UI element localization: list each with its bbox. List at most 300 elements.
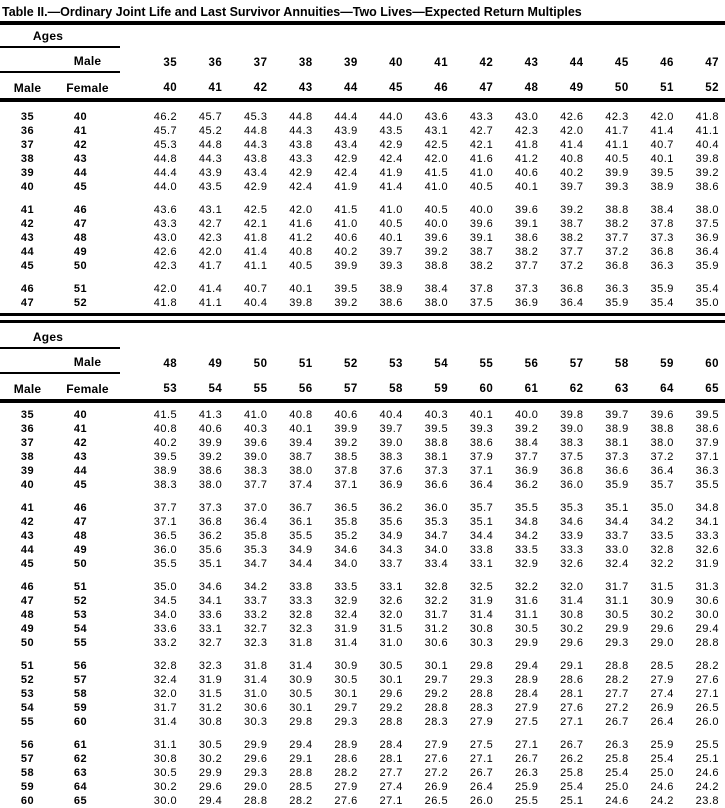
multiple-value-cell: 39.6 bbox=[244, 437, 268, 449]
multiple-value-cell: 41.4 bbox=[244, 246, 268, 258]
multiple-value-cell: 36.2 bbox=[379, 502, 403, 514]
female-age-cell: 63 bbox=[73, 767, 88, 779]
multiple-value-cell: 31.2 bbox=[198, 702, 223, 714]
multiple-value-cell: 42.4 bbox=[334, 167, 358, 179]
table-row bbox=[0, 701, 725, 715]
multiple-value-cell: 37.3 bbox=[605, 451, 629, 463]
multiple-value-cell: 32.4 bbox=[334, 609, 358, 621]
multiple-value-cell: 38.7 bbox=[469, 246, 494, 258]
multiple-value-cell: 34.5 bbox=[153, 595, 178, 607]
multiple-value-cell: 43.8 bbox=[244, 153, 268, 165]
multiple-value-cell: 39.0 bbox=[244, 451, 268, 463]
multiple-value-cell: 41.0 bbox=[334, 218, 358, 230]
multiple-value-cell: 36.7 bbox=[289, 502, 313, 514]
table-row bbox=[0, 715, 725, 729]
female-age-cell: 47 bbox=[73, 218, 88, 230]
multiple-value-cell: 38.3 bbox=[379, 451, 403, 463]
table-separator-double-rule bbox=[0, 313, 725, 323]
multiple-value-cell: 36.9 bbox=[514, 465, 539, 477]
multiple-value-cell: 29.6 bbox=[379, 688, 403, 700]
female-age-cell: 42 bbox=[73, 437, 88, 449]
multiple-value-cell: 39.8 bbox=[560, 409, 584, 421]
table-row bbox=[0, 752, 725, 766]
multiple-value-cell: 33.9 bbox=[560, 530, 584, 542]
multiple-value-cell: 35.5 bbox=[289, 530, 313, 542]
multiple-value-cell: 26.7 bbox=[469, 767, 494, 779]
column-labels-row bbox=[0, 374, 725, 399]
male-age-column-header: 58 bbox=[614, 358, 629, 370]
multiple-values bbox=[120, 622, 725, 636]
multiple-value-cell: 28.8 bbox=[244, 795, 268, 807]
multiple-value-cell: 32.0 bbox=[560, 581, 584, 593]
multiple-value-cell: 32.8 bbox=[289, 609, 313, 621]
multiple-value-cell: 36.8 bbox=[198, 516, 223, 528]
male-age-cell: 47 bbox=[20, 595, 35, 607]
multiple-value-cell: 29.7 bbox=[424, 674, 449, 686]
multiple-value-cell: 43.6 bbox=[424, 111, 449, 123]
multiple-value-cell: 36.9 bbox=[514, 297, 539, 309]
ages-label: Ages bbox=[32, 29, 64, 43]
multiple-value-cell: 31.6 bbox=[514, 595, 539, 607]
multiple-value-cell: 31.9 bbox=[198, 674, 223, 686]
multiple-value-cell: 33.5 bbox=[334, 581, 358, 593]
multiple-value-cell: 37.5 bbox=[469, 297, 494, 309]
multiple-value-cell: 26.4 bbox=[650, 716, 674, 728]
multiple-value-cell: 32.9 bbox=[334, 595, 358, 607]
multiple-value-cell: 42.9 bbox=[334, 153, 358, 165]
multiple-value-cell: 43.0 bbox=[153, 232, 178, 244]
multiple-value-cell: 28.8 bbox=[379, 716, 403, 728]
multiple-value-cell: 33.4 bbox=[424, 558, 449, 570]
multiple-value-cell: 28.9 bbox=[334, 739, 358, 751]
multiple-value-cell: 29.1 bbox=[560, 660, 584, 672]
female-age-cell: 50 bbox=[73, 260, 88, 272]
multiple-value-cell: 43.3 bbox=[469, 111, 494, 123]
multiple-value-cell: 31.2 bbox=[424, 623, 449, 635]
male-age-columns bbox=[120, 48, 725, 73]
ages-header-row bbox=[0, 326, 725, 349]
multiple-value-cell: 32.0 bbox=[379, 609, 403, 621]
male-column-header: Male bbox=[13, 382, 42, 396]
multiple-value-cell: 42.3 bbox=[198, 232, 223, 244]
multiple-value-cell: 36.9 bbox=[695, 232, 720, 244]
male-age-cell: 44 bbox=[20, 246, 35, 258]
multiple-value-cell: 25.5 bbox=[514, 795, 539, 807]
multiple-value-cell: 39.2 bbox=[560, 204, 584, 216]
multiple-value-cell: 42.7 bbox=[198, 218, 223, 230]
multiple-value-cell: 31.4 bbox=[469, 609, 494, 621]
female-age-column-header: 40 bbox=[163, 82, 178, 94]
multiple-value-cell: 29.8 bbox=[289, 716, 313, 728]
multiple-value-cell: 42.9 bbox=[244, 181, 268, 193]
multiple-value-cell: 34.9 bbox=[289, 544, 313, 556]
multiple-value-cell: 29.4 bbox=[198, 795, 223, 807]
multiple-value-cell: 41.5 bbox=[424, 167, 449, 179]
multiple-value-cell: 40.8 bbox=[153, 423, 178, 435]
male-age-cell: 36 bbox=[20, 125, 35, 137]
table-row bbox=[0, 738, 725, 752]
multiple-value-cell: 38.4 bbox=[514, 437, 539, 449]
multiple-value-cell: 37.2 bbox=[650, 451, 674, 463]
female-age-column-header: 47 bbox=[479, 82, 494, 94]
multiple-values bbox=[120, 794, 725, 808]
multiple-value-cell: 29.4 bbox=[289, 739, 313, 751]
male-age-column-header: 54 bbox=[434, 358, 449, 370]
multiple-value-cell: 42.9 bbox=[379, 139, 403, 151]
multiple-value-cell: 39.2 bbox=[514, 423, 539, 435]
table-row bbox=[0, 557, 725, 571]
female-age-cell: 48 bbox=[73, 232, 88, 244]
multiple-value-cell: 24.6 bbox=[605, 795, 629, 807]
multiple-value-cell: 41.4 bbox=[379, 181, 403, 193]
multiple-value-cell: 42.1 bbox=[244, 218, 268, 230]
multiple-value-cell: 33.0 bbox=[605, 544, 629, 556]
male-column-header: Male bbox=[13, 81, 42, 95]
multiple-value-cell: 38.1 bbox=[424, 451, 449, 463]
multiple-value-cell: 42.3 bbox=[153, 260, 178, 272]
table-row bbox=[0, 580, 725, 594]
multiple-value-cell: 38.9 bbox=[379, 283, 403, 295]
multiple-value-cell: 28.9 bbox=[514, 674, 539, 686]
multiple-value-cell: 42.0 bbox=[198, 246, 223, 258]
multiple-value-cell: 28.5 bbox=[650, 660, 674, 672]
multiple-values bbox=[120, 580, 725, 594]
multiple-value-cell: 44.0 bbox=[379, 111, 403, 123]
multiple-value-cell: 29.6 bbox=[650, 623, 674, 635]
multiple-value-cell: 32.2 bbox=[514, 581, 539, 593]
multiple-value-cell: 29.2 bbox=[379, 702, 403, 714]
multiple-value-cell: 28.3 bbox=[469, 702, 494, 714]
multiple-value-cell: 27.5 bbox=[514, 716, 539, 728]
multiple-value-cell: 38.6 bbox=[379, 297, 403, 309]
multiple-value-cell: 35.3 bbox=[244, 544, 268, 556]
multiple-value-cell: 37.3 bbox=[514, 283, 539, 295]
multiple-value-cell: 37.5 bbox=[695, 218, 720, 230]
ages-header-cell bbox=[0, 25, 120, 48]
multiple-value-cell: 44.4 bbox=[153, 167, 178, 179]
ages-header-row bbox=[0, 25, 725, 48]
multiple-values bbox=[120, 752, 725, 766]
column-labels-row bbox=[0, 73, 725, 98]
female-age-cell: 41 bbox=[73, 125, 88, 137]
multiple-value-cell: 28.2 bbox=[695, 660, 720, 672]
table-row bbox=[0, 673, 725, 687]
column-labels-cell bbox=[0, 73, 120, 98]
multiple-value-cell: 43.9 bbox=[198, 167, 223, 179]
multiple-value-cell: 39.2 bbox=[198, 451, 223, 463]
female-age-cell: 64 bbox=[73, 781, 88, 793]
multiple-value-cell: 40.4 bbox=[695, 139, 720, 151]
male-age-column-header: 37 bbox=[253, 57, 268, 69]
multiple-value-cell: 26.9 bbox=[650, 702, 674, 714]
multiple-value-cell: 31.0 bbox=[379, 637, 403, 649]
female-age-cell: 49 bbox=[73, 246, 88, 258]
multiple-value-cell: 39.0 bbox=[379, 437, 403, 449]
multiple-value-cell: 38.2 bbox=[560, 232, 584, 244]
multiple-value-cell: 24.6 bbox=[650, 781, 674, 793]
multiple-values bbox=[120, 110, 725, 124]
multiple-value-cell: 36.4 bbox=[695, 246, 720, 258]
female-age-column-header: 44 bbox=[343, 82, 358, 94]
multiple-value-cell: 38.3 bbox=[244, 465, 268, 477]
column-labels-cell bbox=[0, 374, 120, 399]
male-age-column-header: 47 bbox=[705, 57, 720, 69]
multiple-value-cell: 33.7 bbox=[379, 558, 403, 570]
multiple-value-cell: 31.8 bbox=[289, 637, 313, 649]
multiple-value-cell: 29.8 bbox=[469, 660, 494, 672]
table-row bbox=[0, 282, 725, 296]
multiple-values bbox=[120, 766, 725, 780]
multiple-value-cell: 32.9 bbox=[514, 558, 539, 570]
multiple-value-cell: 25.8 bbox=[605, 753, 629, 765]
multiple-value-cell: 44.8 bbox=[198, 139, 223, 151]
multiple-value-cell: 29.7 bbox=[334, 702, 358, 714]
multiple-value-cell: 42.0 bbox=[650, 111, 674, 123]
multiple-value-cell: 26.7 bbox=[560, 739, 584, 751]
multiple-value-cell: 36.0 bbox=[560, 479, 584, 491]
multiple-value-cell: 28.1 bbox=[379, 753, 403, 765]
male-age-column-header: 57 bbox=[569, 358, 584, 370]
male-age-cell: 36 bbox=[20, 423, 35, 435]
female-age-column-header: 46 bbox=[434, 82, 449, 94]
multiple-value-cell: 31.9 bbox=[469, 595, 494, 607]
female-age-column-header: 63 bbox=[614, 383, 629, 395]
table-row bbox=[0, 296, 725, 310]
multiple-value-cell: 32.8 bbox=[650, 544, 674, 556]
table-row bbox=[0, 794, 725, 808]
multiple-value-cell: 39.7 bbox=[605, 409, 629, 421]
multiple-value-cell: 37.5 bbox=[560, 451, 584, 463]
ages-label: Ages bbox=[32, 330, 64, 344]
multiple-value-cell: 27.9 bbox=[514, 702, 539, 714]
multiple-values bbox=[120, 636, 725, 650]
multiple-value-cell: 45.3 bbox=[244, 111, 268, 123]
multiple-values bbox=[120, 687, 725, 701]
multiple-values bbox=[120, 501, 725, 515]
multiple-value-cell: 26.0 bbox=[695, 716, 720, 728]
male-age-cell: 57 bbox=[20, 753, 35, 765]
multiple-value-cell: 33.8 bbox=[469, 544, 494, 556]
table-row bbox=[0, 543, 725, 557]
multiple-value-cell: 40.6 bbox=[514, 167, 539, 179]
multiple-value-cell: 32.6 bbox=[560, 558, 584, 570]
multiple-value-cell: 29.9 bbox=[244, 739, 268, 751]
female-age-cell: 46 bbox=[73, 204, 88, 216]
multiple-value-cell: 28.1 bbox=[560, 688, 584, 700]
multiple-value-cell: 38.0 bbox=[289, 465, 313, 477]
multiple-value-cell: 38.0 bbox=[198, 479, 223, 491]
multiple-value-cell: 44.3 bbox=[289, 125, 313, 137]
multiple-value-cell: 35.0 bbox=[650, 502, 674, 514]
multiple-value-cell: 32.4 bbox=[153, 674, 178, 686]
male-age-cell: 44 bbox=[20, 544, 35, 556]
multiple-value-cell: 41.1 bbox=[244, 260, 268, 272]
multiple-value-cell: 30.8 bbox=[469, 623, 494, 635]
multiple-value-cell: 29.6 bbox=[198, 781, 223, 793]
multiple-value-cell: 42.5 bbox=[244, 204, 268, 216]
female-age-cell: 54 bbox=[73, 623, 88, 635]
multiple-value-cell: 40.1 bbox=[514, 181, 539, 193]
multiple-value-cell: 39.3 bbox=[379, 260, 403, 272]
multiple-value-cell: 35.9 bbox=[605, 479, 629, 491]
multiple-value-cell: 27.1 bbox=[469, 753, 494, 765]
multiple-value-cell: 33.5 bbox=[650, 530, 674, 542]
female-age-column-header: 56 bbox=[298, 383, 313, 395]
multiple-value-cell: 23.8 bbox=[695, 795, 720, 807]
multiple-value-cell: 37.2 bbox=[605, 246, 629, 258]
table-row bbox=[0, 450, 725, 464]
multiple-value-cell: 28.5 bbox=[289, 781, 313, 793]
table-row bbox=[0, 166, 725, 180]
multiple-value-cell: 35.0 bbox=[153, 581, 178, 593]
multiple-value-cell: 41.4 bbox=[198, 283, 223, 295]
multiple-value-cell: 27.4 bbox=[650, 688, 674, 700]
multiple-value-cell: 32.7 bbox=[198, 637, 223, 649]
multiple-value-cell: 36.8 bbox=[605, 260, 629, 272]
multiple-value-cell: 31.3 bbox=[695, 581, 720, 593]
male-age-cell: 56 bbox=[20, 739, 35, 751]
multiple-value-cell: 27.6 bbox=[695, 674, 720, 686]
multiple-value-cell: 37.1 bbox=[469, 465, 494, 477]
multiple-value-cell: 30.1 bbox=[334, 688, 358, 700]
multiple-value-cell: 39.8 bbox=[289, 297, 313, 309]
multiple-value-cell: 38.5 bbox=[334, 451, 358, 463]
multiple-value-cell: 27.9 bbox=[334, 781, 358, 793]
multiple-value-cell: 34.6 bbox=[198, 581, 223, 593]
multiple-value-cell: 35.4 bbox=[695, 283, 720, 295]
multiple-value-cell: 34.0 bbox=[153, 609, 178, 621]
male-age-cell: 54 bbox=[20, 702, 35, 714]
multiple-value-cell: 31.9 bbox=[334, 623, 358, 635]
multiple-value-cell: 26.4 bbox=[469, 781, 494, 793]
male-age-cell: 42 bbox=[20, 516, 35, 528]
female-column-header: Female bbox=[66, 81, 109, 95]
row-group bbox=[0, 408, 725, 492]
multiple-value-cell: 39.3 bbox=[469, 423, 494, 435]
multiple-value-cell: 26.3 bbox=[514, 767, 539, 779]
multiple-value-cell: 37.7 bbox=[514, 451, 539, 463]
multiple-value-cell: 26.5 bbox=[695, 702, 720, 714]
multiple-value-cell: 38.1 bbox=[605, 437, 629, 449]
female-age-column-header: 42 bbox=[253, 82, 268, 94]
multiple-value-cell: 43.4 bbox=[334, 139, 358, 151]
female-age-column-header: 48 bbox=[524, 82, 539, 94]
female-age-cell: 46 bbox=[73, 502, 88, 514]
multiple-value-cell: 37.1 bbox=[153, 516, 178, 528]
multiple-value-cell: 34.1 bbox=[198, 595, 223, 607]
multiple-value-cell: 28.4 bbox=[514, 688, 539, 700]
multiple-value-cell: 37.9 bbox=[469, 451, 494, 463]
row-group bbox=[0, 110, 725, 194]
male-age-cell: 38 bbox=[20, 153, 35, 165]
multiple-value-cell: 41.1 bbox=[695, 125, 720, 137]
multiple-value-cell: 31.1 bbox=[605, 595, 629, 607]
multiple-value-cell: 39.9 bbox=[605, 167, 629, 179]
male-age-cell: 49 bbox=[20, 623, 35, 635]
multiple-values bbox=[120, 138, 725, 152]
multiple-value-cell: 26.7 bbox=[605, 716, 629, 728]
table-row bbox=[0, 515, 725, 529]
male-age-cell: 46 bbox=[20, 581, 35, 593]
multiple-value-cell: 39.6 bbox=[514, 204, 539, 216]
multiple-value-cell: 30.9 bbox=[650, 595, 674, 607]
male-age-cell: 43 bbox=[20, 232, 35, 244]
male-age-cell: 39 bbox=[20, 167, 35, 179]
multiple-value-cell: 36.4 bbox=[469, 479, 494, 491]
multiple-value-cell: 44.8 bbox=[289, 111, 313, 123]
multiple-value-cell: 40.3 bbox=[424, 409, 449, 421]
multiple-value-cell: 42.5 bbox=[424, 139, 449, 151]
multiple-value-cell: 39.2 bbox=[695, 167, 720, 179]
multiple-value-cell: 39.3 bbox=[605, 181, 629, 193]
multiple-value-cell: 38.8 bbox=[424, 437, 449, 449]
multiple-value-cell: 36.1 bbox=[289, 516, 313, 528]
female-age-cell: 43 bbox=[73, 451, 88, 463]
multiple-value-cell: 40.5 bbox=[424, 204, 449, 216]
multiple-values bbox=[120, 180, 725, 194]
multiple-value-cell: 40.5 bbox=[605, 153, 629, 165]
multiple-value-cell: 26.9 bbox=[424, 781, 449, 793]
multiple-value-cell: 36.2 bbox=[198, 530, 223, 542]
multiple-value-cell: 35.5 bbox=[695, 479, 720, 491]
multiple-value-cell: 40.1 bbox=[289, 423, 313, 435]
multiple-values bbox=[120, 436, 725, 450]
multiple-value-cell: 33.1 bbox=[469, 558, 494, 570]
table-row bbox=[0, 245, 725, 259]
multiple-values bbox=[120, 231, 725, 245]
multiple-values bbox=[120, 152, 725, 166]
multiple-value-cell: 46.2 bbox=[153, 111, 178, 123]
female-age-column-header: 52 bbox=[705, 82, 720, 94]
multiple-value-cell: 41.7 bbox=[198, 260, 223, 272]
multiple-value-cell: 26.2 bbox=[560, 753, 584, 765]
female-age-cell: 51 bbox=[73, 581, 88, 593]
male-age-cell: 39 bbox=[20, 465, 35, 477]
multiple-value-cell: 31.4 bbox=[334, 637, 358, 649]
multiple-value-cell: 39.6 bbox=[469, 218, 494, 230]
multiple-value-cell: 27.2 bbox=[424, 767, 449, 779]
multiple-value-cell: 34.3 bbox=[379, 544, 403, 556]
multiple-value-cell: 39.2 bbox=[424, 246, 449, 258]
female-age-column-header: 57 bbox=[343, 383, 358, 395]
male-row-label-cell bbox=[0, 349, 120, 374]
male-age-column-header: 38 bbox=[298, 57, 313, 69]
multiple-value-cell: 38.0 bbox=[650, 437, 674, 449]
multiple-value-cell: 41.3 bbox=[198, 409, 223, 421]
multiple-value-cell: 30.5 bbox=[198, 739, 223, 751]
multiple-value-cell: 36.4 bbox=[244, 516, 268, 528]
female-age-cell: 40 bbox=[73, 409, 88, 421]
multiple-value-cell: 29.1 bbox=[289, 753, 313, 765]
multiple-value-cell: 40.2 bbox=[334, 246, 358, 258]
multiple-value-cell: 25.4 bbox=[605, 767, 629, 779]
page-title: Table II.—Ordinary Joint Life and Last Survivor Annuities—Two Lives—Expected Return Multiples bbox=[2, 5, 582, 19]
multiple-value-cell: 29.0 bbox=[650, 637, 674, 649]
multiple-value-cell: 35.9 bbox=[695, 260, 720, 272]
multiple-value-cell: 28.8 bbox=[424, 702, 449, 714]
female-column-header: Female bbox=[66, 382, 109, 396]
multiple-value-cell: 38.9 bbox=[153, 465, 178, 477]
multiple-value-cell: 38.2 bbox=[605, 218, 629, 230]
female-age-cell: 58 bbox=[73, 688, 88, 700]
multiple-value-cell: 34.6 bbox=[560, 516, 584, 528]
multiple-values bbox=[120, 515, 725, 529]
multiple-value-cell: 41.9 bbox=[334, 181, 358, 193]
multiple-value-cell: 28.2 bbox=[605, 674, 629, 686]
male-age-column-header: 53 bbox=[389, 358, 403, 370]
multiple-value-cell: 29.4 bbox=[514, 660, 539, 672]
multiple-value-cell: 30.9 bbox=[334, 660, 358, 672]
